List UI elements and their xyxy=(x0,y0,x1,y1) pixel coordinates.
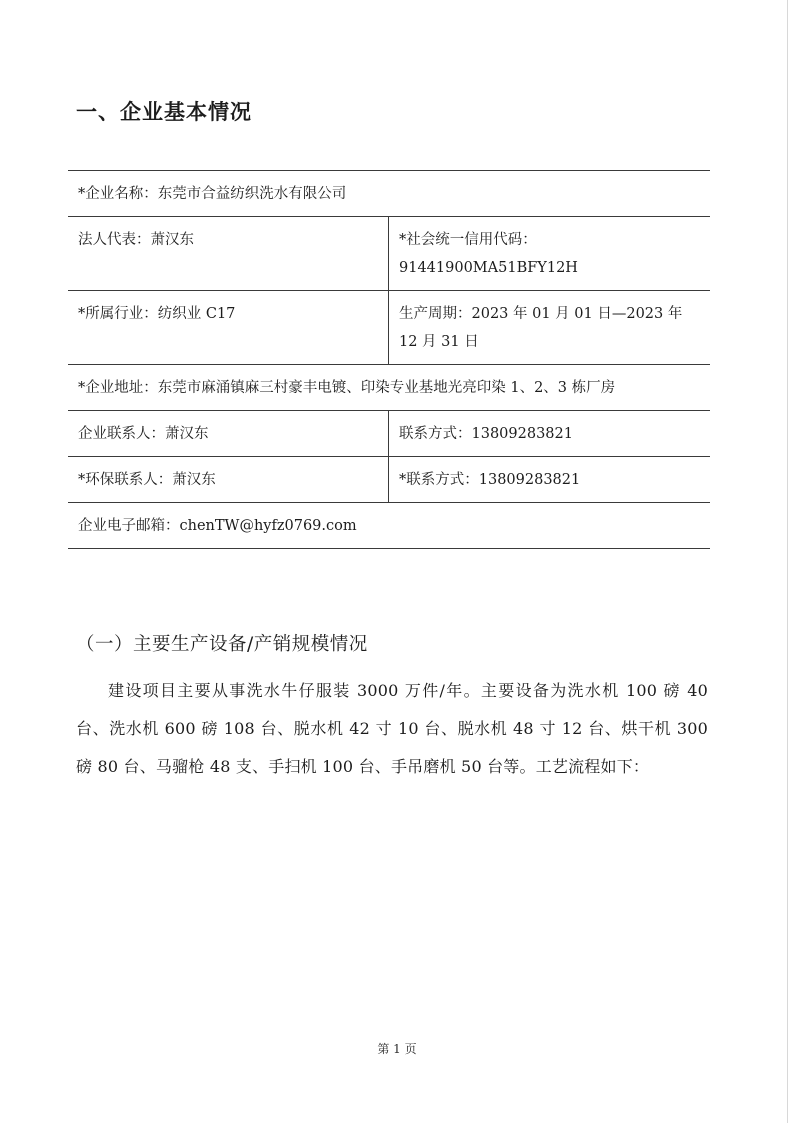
legal-rep-cell xyxy=(68,217,389,291)
env-contact-cell xyxy=(68,457,389,503)
contact-phone: 联系方式：13809283821 xyxy=(399,426,573,442)
equipment-paragraph: 建设项目主要从事洗水牛仔服装 3000 万件/年。主要设备为洗水机 100 磅 40 台、洗水机 600 磅 108 台、脱水机 42 寸 10 台、脱水机 48 寸 12 台、烘干机 300 磅 80 台、马骝枪 48 支、手扫机 100 台、手吊磨机 50 台等。工艺流程如下： xyxy=(76,681,708,776)
env-contact-phone: *联系方式：13809283821 xyxy=(399,472,581,488)
credit-code-cell xyxy=(389,217,711,291)
table-row xyxy=(68,171,710,217)
legal-representative: 法人代表：萧汉东 xyxy=(78,232,194,248)
table-row xyxy=(68,457,710,503)
subsection-title: （一）主要生产设备/产销规模情况 xyxy=(76,634,368,655)
table-row xyxy=(68,217,710,291)
industry-cell xyxy=(68,291,389,365)
credit-code-value: 91441900MA51BFY12H xyxy=(399,260,578,276)
address-cell xyxy=(68,365,710,411)
env-phone-cell xyxy=(389,457,711,503)
page-edge-line xyxy=(787,0,788,1123)
table-row xyxy=(68,503,710,549)
table-row xyxy=(68,411,710,457)
section-title: 一、企业基本情况 xyxy=(76,100,252,124)
industry: *所属行业：纺织业 C17 xyxy=(78,306,236,322)
contact-person-cell xyxy=(68,411,389,457)
contact-phone-cell xyxy=(389,411,711,457)
credit-code-label: *社会统一信用代码： xyxy=(399,232,537,248)
page-number: 第 1 页 xyxy=(377,1042,417,1056)
company-name: *企业名称：东莞市合益纺织洗水有限公司 xyxy=(78,186,347,202)
email-cell xyxy=(68,503,710,549)
company-info-table xyxy=(68,170,710,549)
production-period: 生产周期：2023 年 01 月 01 日—2023 年 12 月 31 日 xyxy=(399,306,687,350)
production-period-cell xyxy=(389,291,711,365)
table-row xyxy=(68,291,710,365)
company-email: 企业电子邮箱：chenTW@hyfz0769.com xyxy=(78,518,357,534)
company-name-cell xyxy=(68,171,710,217)
company-address: *企业地址：东莞市麻涌镇麻三村豪丰电镀、印染专业基地光亮印染 1、2、3 栋厂房 xyxy=(78,380,616,396)
contact-person: 企业联系人：萧汉东 xyxy=(78,426,209,442)
env-contact-person: *环保联系人：萧汉东 xyxy=(78,472,216,488)
table-row xyxy=(68,365,710,411)
